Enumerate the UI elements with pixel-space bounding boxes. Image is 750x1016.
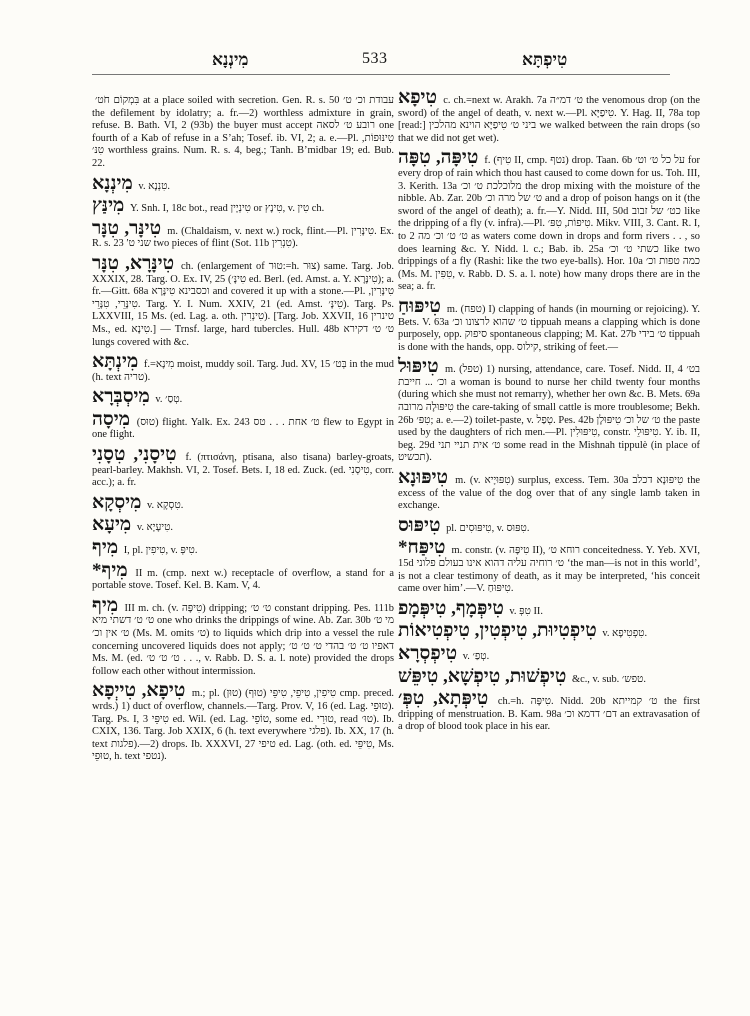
dictionary-entry — [398, 297, 700, 354]
entry-text: II m. (cmp. next w.) receptacle of overflow, a stand for a portable stove. Tosef. Kel. B. Kam. V, 4. — [92, 567, 394, 592]
entry-text: בִּמְקוֹם חֹט׳ at a place soiled with secretion. Gen. R. s. 50 עבודת וכ׳ ט׳ the defilement by idolatry; a. fr.—2) worthless admixture in grain, refuse. B. Bath. VI, 2 (93b) the buyer must accept רובע ט׳ לסאה one fourth of a Kab of refuse in a S’ah; Tosef. ib. VI, 2; a. e.—Pl. טִינּוּפוֹת, טִנּ׳ worthless grains. Num. R. s. 4, beg.; Tanh. B’midbar 19; ed. Bub. 22. — [92, 95, 395, 169]
entry-text: m. (v. טִפּוּיָיא) surplus, excess. Tem. 30a טִיפּוּנָא דכלב the excess of the value of the dog over that of any single lamb taken in exchange. — [398, 475, 700, 512]
right-column — [398, 88, 700, 737]
entry-headword: מִיסָה — [92, 408, 130, 430]
entry-text: m. (טפל) 1) nursing, attendance, care. Tosef. Nidd. II, 4 בט׳ וכ׳ ... חייבת a woman is bound to nurse her child twenty four months (during which she must not remarry), whether her own &c. B. Mets. 69a טִיפּוּלָה מרובה the care-taking of small cattle is more troublesome; Bekh. 26b טִפּ׳; a. e.—2) toilet-paste, v. טְפַל. Pes. 42b ט׳ של וכ׳ טִיפּוּלָן the paste used by the daughters of rich men.—Pl. טִיפּוּלִין, constr. טִיפּוּלֵי. Y. ib. II, beg. 29d ט׳ אית תניי תני some read in the Mishnah tippulè (in place of תכשיט). — [398, 364, 701, 464]
entry-text: pl. טִיפּוּסִים, v. טִפּוּס. — [446, 522, 530, 534]
dictionary-entry — [92, 219, 394, 251]
entry-headword: טִיסָנִי, טִסָנִי — [92, 444, 177, 466]
entry-text: f. (טִיף II, cmp. נטף) drop. Taan. 6b על כל ט׳ וט׳ for every drop of rain which thou hast caused to come down for us. Toh. III, 3. Kerith. 13a מלוכלכת ט׳ וכ׳ the drop mixing with the moisture of the nibble. Ab. Zar. 20b ט׳ של מרה וכ׳ and a drop of poison hangs on it (the sword of the angel of death); a. fr.—Y. Nidd. III, 50d כט׳ של זבוב like the dripping of a fly (v. infra).—Pl. טִיפוֹת, טִפּ׳. Mikv. VIII, 3. Cant. R. I, to 2 ט׳ ט׳ וכ׳ מה as waters come down in drops and form rivers . . , so does learning &c. Y. Nidd. l. c.; Bab. ib. 25a כשתי ט׳ וכ׳ like two drippings of a fly (Rashi: like the two eye-balls). Hor. 10a כמה טפות וכ׳ (Ms. M. טִפִּין, v. Rabb. D. S. a. l. note) how many drops there are in the sea; a. fr. — [398, 155, 701, 293]
entry-headword: מִיף — [92, 594, 119, 616]
entry-headword: מִיסְקָא — [92, 491, 142, 513]
entry-text: c. ch.=next w. Arakh. 7a ט׳ דמ״ה the venomous drop (on the sword) of the angel of death, v. next w.—Pl. טִיפַיָּא. Y. Hag. II, 78a top [read:] ביני ט׳ טִיפַיָּא הוינא מהלכין we walked between the rain drops (so that we did not get wet). — [398, 95, 700, 144]
dictionary-entry — [398, 667, 700, 687]
dictionary-entry — [92, 352, 394, 384]
entry-headword: מִיף — [92, 537, 119, 559]
entry-headword: מִיסְבְּרָא — [92, 386, 150, 408]
entry-headword: טִיפּוּל — [398, 356, 439, 378]
entry-headword: טִיפָא — [398, 87, 437, 108]
right-guide-word: טִיפְתָּא — [522, 50, 568, 69]
dictionary-entry — [398, 621, 700, 641]
entry-text: ch. (enlargement of טוּר:=h. צוּר) same. Targ. Job. XXXIX, 28. Targ. O. Ex. IV, 25 (טִינָּ׳ ed. Berl. (ed. Amst. a. Y. טִינָּרָא); a. fr.—Gitt. 68a וכסבינא טִינָּרָא and covered it up with a stone.—Pl. טִינָּרִין, טִינָּרֵי, טִנָּרֵי. Targ. Y. I. Num. XXIV, 21 (ed. Amst. טִינָּ׳). Targ. Ps. LXXVIII, 15 Ms. (ed. Lag. a. oth. טִינְרִין). [Targ. Job. XXVII, 16 טינרין Ms., ed. טִינָא.] — Trnsf. large, hard tubercles. Hull. 48b ט׳ ט׳ דקירא lungs covered with &c. — [92, 260, 395, 348]
dictionary-entry — [92, 561, 394, 593]
entry-text: v. טִפְטִיפָא. — [602, 628, 648, 640]
entry-text: v. טְסַ׳. — [155, 394, 183, 406]
dictionary-entry — [92, 387, 394, 407]
entry-headword: *מִיף — [92, 559, 128, 581]
dictionary-entry — [398, 516, 700, 536]
entry-text: f.=מִינָא moist, muddy soil. Targ. Jud. XV, 15 בְּט׳ in the mud (h. text טריה). — [92, 359, 394, 383]
dictionary-entry — [398, 88, 700, 145]
dictionary-entry — [92, 445, 394, 490]
entry-text: v. טִפְּ II. — [509, 605, 543, 617]
entry-text: v. טִנְנָא. — [138, 180, 171, 192]
entry-text: &c., v. sub. טפש׳. — [572, 673, 646, 685]
entry-text: m.; pl. טִיפִין, טִיפֵי, טִיפֵּי (טוּף) (טוּן) cmp. preced. wrds.) 1) duct of overflow, channels.—Targ. Prov. V, 16 (ed. Lag. טוּפֵי). Targ. Ps. I, 3 טִיפֵּי ed. Wil. (ed. Lag. טוֹפֵי, some ed. טוּרֵי, read טוּ׳). Ib. CXIX, 136. Targ. Job XXIX, 6 (h. text everywhere פלגי). Ib. XX, 17 (h. text פלגות).—2) drops. Ib. XXXVI, 27 טיפי ed. Lag. (oth. ed. טִיפֵּי, Ms. טוּפֵי, h. text נטפי). — [92, 688, 394, 763]
dictionary-entry — [92, 174, 394, 194]
entry-headword: מִינַּץ — [92, 195, 125, 217]
entry-headword: מִיעָא — [92, 514, 132, 536]
dictionary-entry — [398, 468, 700, 513]
entry-text: f. (πτισάνη, ptisana, also tisana) barley-groats, pearl-barley. Makhsh. VI, 2. Tosef. Bets. I, 18 ed. Zuck. (ed. טִיסְנִי, corr. acc.); a. fr. — [92, 452, 394, 489]
entry-headword: טִיפְטִיוּת, טִיפְטִין, טִיפְטִיאוֹת — [398, 620, 597, 642]
entry-headword: *טִיפַּח — [398, 537, 446, 559]
entry-headword: טִיפּוּס — [398, 514, 441, 536]
left-guide-word: מִינְנָא — [212, 50, 249, 69]
dictionary-entry — [92, 515, 394, 535]
page-number: 533 — [362, 50, 388, 67]
entry-headword: טִיפְּמָף, טִיפְּמָפ — [398, 597, 504, 619]
dictionary-entry — [398, 689, 700, 734]
entry-headword: טִיפָּה, טִפָּה — [398, 147, 479, 169]
entry-headword: טִינָּרָא, טִנָּר — [92, 252, 175, 274]
entry-text: v. טִסְקָא. — [147, 499, 184, 511]
dictionary-entry — [398, 538, 700, 595]
entry-headword: טִיפָא, טִייְפָא — [92, 680, 186, 702]
entry-text: v. טִיעָיָא. — [136, 522, 173, 534]
dictionary-entry — [398, 644, 700, 664]
entry-text: III m. ch. (v. טִיפָּה) dripping; ט׳ ט׳ constant dripping. Pes. 111b ט׳ ט׳ דשתי מיא one who drinks the drippings of wine. Ab. Zar. 30b מי ט׳ ט׳ אין וכ׳ (Ms. M. omits ט׳) to liquids which drip into a vessel the rule concerning uncovered liquids does not apply; דאפיו ט׳ ט׳ בהדי ט׳ ט׳ ט׳ Ms. M. (ed. ט׳ ט׳ ט׳ . . ., v. Rabb. D. S. a. l. note) provided the drops follow each other without intermission. — [92, 602, 394, 677]
entry-text: v. טְפַ׳. — [462, 650, 490, 662]
entry-headword: טִיפְסְרָא — [398, 642, 458, 664]
dictionary-entry — [92, 410, 394, 442]
dictionary-entry — [92, 196, 394, 216]
entry-headword: טִינָּר, טִנָּר — [92, 217, 162, 239]
entry-headword: מִינְנָא — [92, 172, 133, 194]
dictionary-entry — [92, 596, 394, 679]
entry-text: m. (Chaldaism, v. next w.) rock, flint.—Pl. טִינָּרִין. Ex. R. s. 23 ′שני ט two pieces of flint (Sot. 11b טִנְרִין). — [92, 225, 394, 250]
entry-headword: טִיפּוּנָא — [398, 467, 449, 489]
dictionary-entry — [92, 538, 394, 558]
dictionary-entry — [398, 148, 700, 294]
entry-text: ch.=h. טִיפָּה. Nidd. 20b ט׳ קמייתא the first dripping of menstruation. B. Kam. 98a דם׳ דדמא וכ׳ an extravasation of a drop of blood took place in his ear. — [398, 696, 701, 733]
dictionary-entry — [92, 681, 394, 764]
left-column — [92, 88, 394, 767]
dictionary-entry — [92, 493, 394, 513]
entry-headword: מִינְתָּא — [92, 351, 139, 373]
entry-headword: טִיפְּתָא, טִפְּ׳ — [398, 688, 489, 710]
dictionary-entry — [398, 599, 700, 619]
entry-text: m. constr. (v. טִיפָּה II), רוחא ט׳ conceitedness. Y. Yeb. XVI, 15d ט׳ רוחיה עליה דהוא אינו בעולם פלוני ‘the man—is not in this world’, is not a clear testimony of death, as it may be interpreted, ‘his conceit came over him’.—V. טִיפּוּחַ. — [398, 545, 700, 595]
entry-text: m. (טפח) I) clapping of hands (in mourning or rejoicing). Y. Bets. V. 63a ט׳ שהוא לרצונו וכ׳ tippuah means a clapping which is done purposely, opp. סיפוק spontaneous clapping; M. Kat. 27b ט׳ בידי tippuah is done with the hands, opp. קילוס, striking of feet.— — [398, 303, 701, 353]
entry-headword: טִיפְשׁוּת, טִיפְשָׁא, טִיפֵּשׁ — [398, 665, 567, 687]
dictionary-entry — [92, 254, 394, 349]
dictionary-entry — [398, 357, 700, 465]
entry-text: I, pl. טִיפִין, v. טִיפְּ. — [123, 545, 198, 557]
entry-headword: טִיפּוּחַ — [398, 295, 441, 317]
dictionary-entry — [92, 88, 394, 171]
entry-text: Y. Snh. I, 18c bot., read טִינְיָין or טִינָץ, v. טִין ch. — [129, 203, 325, 215]
header-rule — [92, 74, 670, 75]
entry-text: (טוּס) flight. Yalk. Ex. 243 ט׳ אחת . . . טס flew to Egypt in one flight. — [92, 416, 394, 441]
